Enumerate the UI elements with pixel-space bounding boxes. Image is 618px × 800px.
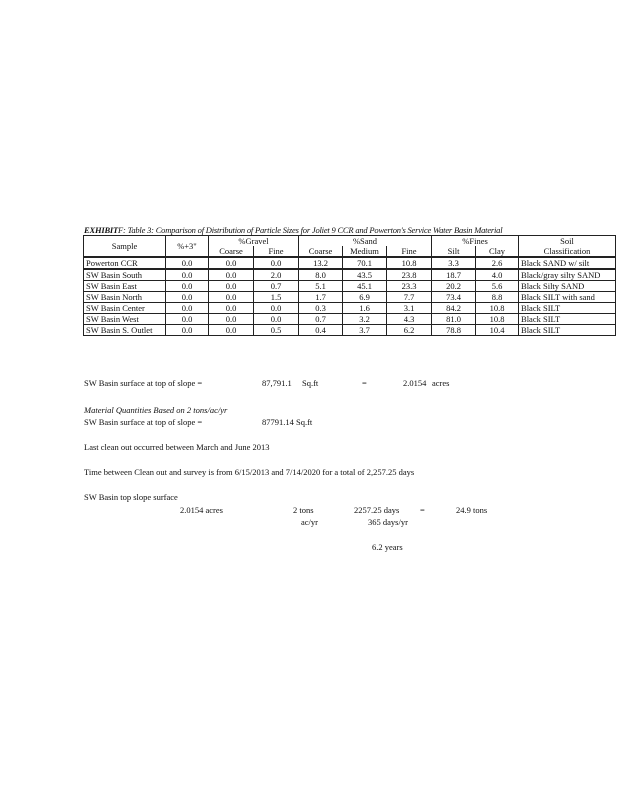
cell-sample: SW Basin South [84,269,166,281]
cell-sample: SW Basin Center [84,303,166,314]
exhibit-label: EXHIBIT [84,225,119,235]
cell-sand-fine: 23.8 [387,269,432,281]
cell-sand-medium: 45.1 [343,281,387,292]
header-sand-coarse: Coarse [299,246,343,257]
cell-sand-fine: 10.8 [387,257,432,269]
cell-sand-medium: 1.6 [343,303,387,314]
header-plus3: %+3" [166,236,209,258]
cell-sample: Powerton CCR [84,257,166,269]
cell-clay: 5.6 [476,281,519,292]
cell-gravel-coarse: 0.0 [209,303,254,314]
cell-sand-medium: 3.7 [343,325,387,336]
header-sand-medium: Medium [343,246,387,257]
cell-silt: 18.7 [432,269,476,281]
header-gravel: %Gravel [209,236,299,247]
cell-gravel-coarse: 0.0 [209,325,254,336]
cell-gravel-coarse: 0.0 [209,269,254,281]
header-fines: %Fines [432,236,519,247]
header-soil: Soil [519,236,616,247]
cell-silt: 73.4 [432,292,476,303]
table-row [84,281,616,292]
calc-rate-den: ac/yr [301,517,318,527]
cell-sand-medium: 70.1 [343,257,387,269]
cell-plus3: 0.0 [166,303,209,314]
cell-gravel-fine: 0.0 [254,257,299,269]
cell-sand-coarse: 1.7 [299,292,343,303]
cell-sand-fine: 4.3 [387,314,432,325]
cell-gravel-coarse: 0.0 [209,257,254,269]
cell-sand-fine: 3.1 [387,303,432,314]
cell-silt: 20.2 [432,281,476,292]
surface-label-2: SW Basin surface at top of slope = [84,417,203,427]
particle-size-table [83,235,616,336]
cell-clay: 4.0 [476,269,519,281]
quantities-heading: Material Quantities Based on 2 tons/ac/yr [84,405,228,415]
cell-plus3: 0.0 [166,281,209,292]
cell-sand-coarse: 0.7 [299,314,343,325]
cell-clay: 10.4 [476,325,519,336]
years-result: 6.2 years [372,542,403,552]
calc-days-den: 365 days/yr [368,517,408,527]
calc-days-num: 2257.25 days [354,505,400,515]
exhibit-title [84,225,502,235]
cell-sand-coarse: 13.2 [299,257,343,269]
exhibit-caption: F: Table 3: Comparison of Distribution of Particle Sizes for Joliet 9 CCR and Powerton's Service Water Basin Material [118,225,503,235]
cell-classification: Black SILT with sand [519,292,616,303]
surface-label: SW Basin surface at top of slope = [84,378,203,388]
cell-clay: 10.8 [476,314,519,325]
cell-gravel-fine: 0.0 [254,314,299,325]
cell-silt: 78.8 [432,325,476,336]
cell-sand-fine: 7.7 [387,292,432,303]
table-row [84,314,616,325]
header-classification: Classification [519,246,616,257]
cell-sample: SW Basin North [84,292,166,303]
table-row [84,257,616,269]
cell-sample: SW Basin East [84,281,166,292]
cell-gravel-coarse: 0.0 [209,314,254,325]
cell-classification: Black SILT [519,314,616,325]
cell-plus3: 0.0 [166,269,209,281]
cell-clay: 10.8 [476,303,519,314]
cell-gravel-fine: 0.5 [254,325,299,336]
cell-silt: 81.0 [432,314,476,325]
header-gravel-coarse: Coarse [209,246,254,257]
cell-gravel-fine: 0.0 [254,303,299,314]
header-sample: Sample [84,236,166,258]
header-fines-clay: Clay [476,246,519,257]
time-between-note: Time between Clean out and survey is from 6/15/2013 and 7/14/2020 for a total of 2,257.25 days [84,467,415,477]
cell-gravel-fine: 1.5 [254,292,299,303]
cell-sand-medium: 43.5 [343,269,387,281]
cell-classification: Black SILT [519,325,616,336]
table-row [84,269,616,281]
cell-clay: 2.6 [476,257,519,269]
cell-gravel-fine: 0.7 [254,281,299,292]
cell-sand-fine: 23.3 [387,281,432,292]
surface-acres: 2.0154 [403,378,427,388]
surface-sqft-unit: Sq.ft [302,378,319,388]
table-row [84,325,616,336]
cell-sand-medium: 3.2 [343,314,387,325]
cell-classification: Black SAND w/ silt [519,257,616,269]
cell-sand-coarse: 0.4 [299,325,343,336]
top-slope-label: SW Basin top slope surface [84,492,178,502]
cell-gravel-fine: 2.0 [254,269,299,281]
cell-plus3: 0.0 [166,292,209,303]
cell-classification: Black SILT [519,303,616,314]
cell-sand-coarse: 8.0 [299,269,343,281]
cell-silt: 84.2 [432,303,476,314]
surface-equals: = [362,378,367,388]
cell-sand-fine: 6.2 [387,325,432,336]
header-gravel-fine: Fine [254,246,299,257]
surface-sqft-2: 87791.14 Sq.ft [262,417,313,427]
cell-plus3: 0.0 [166,314,209,325]
cell-sand-coarse: 5.1 [299,281,343,292]
header-sand-fine: Fine [387,246,432,257]
cell-gravel-coarse: 0.0 [209,292,254,303]
cell-sand-medium: 6.9 [343,292,387,303]
header-fines-silt: Silt [432,246,476,257]
cell-plus3: 0.0 [166,257,209,269]
cell-clay: 8.8 [476,292,519,303]
cell-sample: SW Basin West [84,314,166,325]
surface-sqft: 87,791.1 [262,378,292,388]
calc-acres: 2.0154 acres [180,505,223,515]
calc-result: 24.9 tons [456,505,488,515]
calc-equals: = [420,505,425,515]
cell-sample: SW Basin S. Outlet [84,325,166,336]
cell-sand-coarse: 0.3 [299,303,343,314]
last-clean-note: Last clean out occurred between March and June 2013 [84,442,270,452]
header-sand: %Sand [299,236,432,247]
cell-classification: Black/gray silty SAND [519,269,616,281]
cell-plus3: 0.0 [166,325,209,336]
cell-silt: 3.3 [432,257,476,269]
cell-gravel-coarse: 0.0 [209,281,254,292]
surface-acres-unit: acres [432,378,450,388]
cell-classification: Black Silty SAND [519,281,616,292]
calc-rate-num: 2 tons [293,505,314,515]
table-row [84,303,616,314]
table-row [84,292,616,303]
